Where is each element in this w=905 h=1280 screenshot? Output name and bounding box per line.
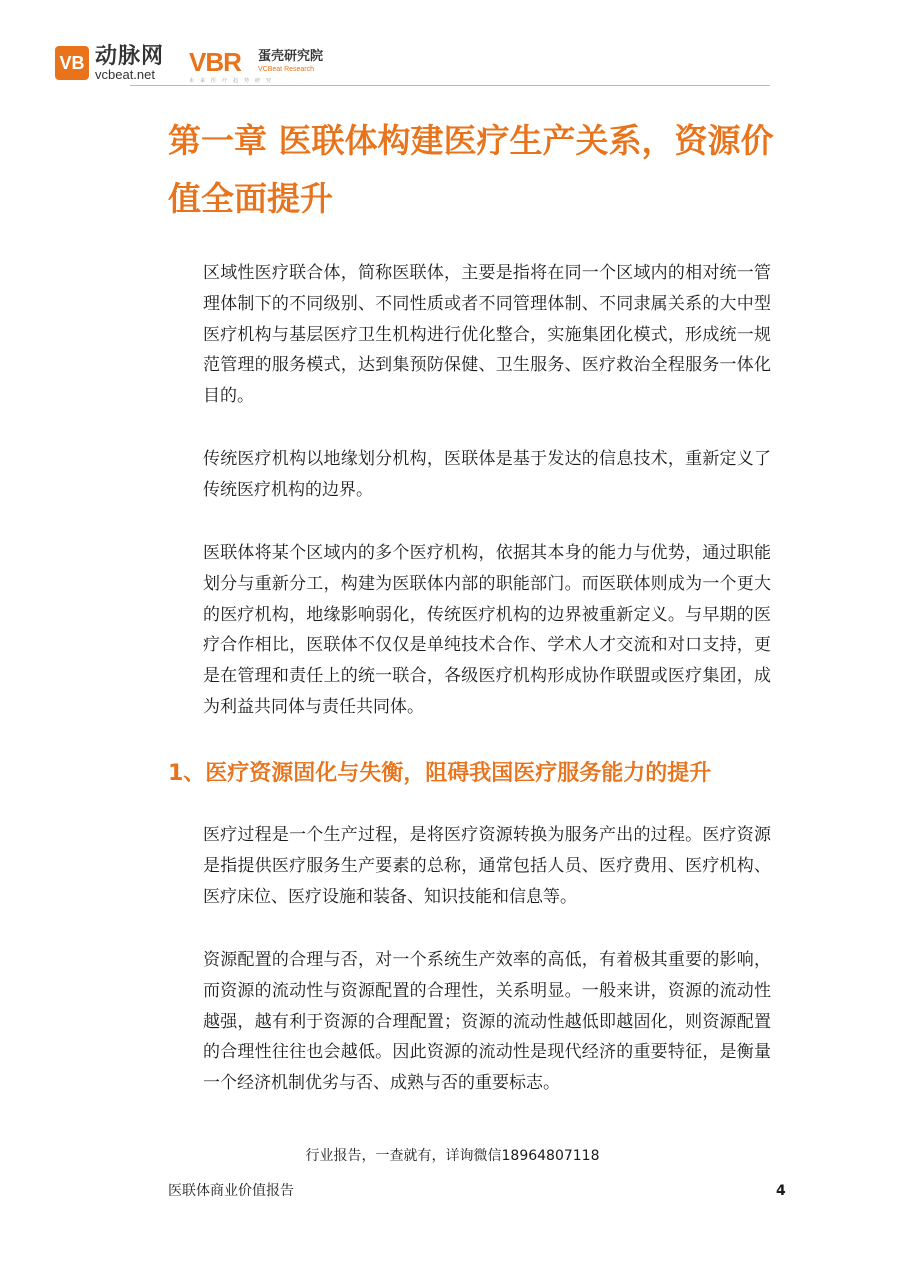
institute-name: 蛋壳研究院: [258, 49, 324, 64]
paragraph-3: 医联体将某个区域内的多个医疗机构，依据其本身的能力与优势，通过职能划分与重新分工，构建为医联体内部的职能部门。而医联体则成为一个更大的医疗机构，地缘影响弱化，传统医疗机构的边界被重新定义。与早期的医疗合作相比，医联体不仅仅是单纯技术合作、学术人才交流和对口支持，更是在管理和责任上的统一联合，各级医疗机构形成协作联盟或医疗集团，成为利益共同体与责任共同体。: [203, 543, 771, 717]
paragraph-1: 区域性医疗联合体，简称医联体，主要是指将在同一个区域内的相对统一管理体制下的不同级别、不同性质或者不同管理体制、不同隶属关系的大中型医疗机构与基层医疗卫生机构进行优化整合，实施集团化模式，形成统一规范管理的服务模式，达到集预防保健、卫生服务、医疗救治全程服务一体化目的。: [203, 263, 771, 407]
chapter-title: 第一章 医联体构建医疗生产关系，资源价值全面提升: [168, 121, 774, 218]
vcbeat-logo-mark: VB: [55, 46, 89, 80]
page-number: 4: [776, 1183, 786, 1199]
institute-name-en: VCBeat Research: [258, 66, 315, 73]
logo-tagline: 未来医疗趋势研究: [189, 78, 278, 84]
vcbeat-logo-text: 动脉网: [95, 44, 165, 69]
section-paragraph-2: 资源配置的合理与否，对一个系统生产效率的高低，有着极其重要的影响，而资源的流动性与资源配置的合理性，关系明显。一般来讲，资源的流动性越强，越有利于资源的合理配置；资源的流动性越低即越固化，则资源配置的合理性往往也会越低。因此资源的流动性是现代经济的重要特征，是衡量一个经济机制优劣与否、成熟与否的重要标志。: [203, 950, 771, 1094]
header-divider: [130, 85, 770, 86]
vbr-logo-mark: VBR: [189, 47, 241, 77]
footer-report-title: 医联体商业价值报告: [168, 1183, 294, 1199]
section-paragraph-1: 医疗过程是一个生产过程，是将医疗资源转换为服务产出的过程。医疗资源是指提供医疗服务生产要素的总称，通常包括人员、医疗费用、医疗机构、医疗床位、医疗设施和装备、知识技能和信息等。: [203, 825, 771, 907]
vcbeat-url: vcbeat.net: [95, 67, 155, 82]
paragraph-2: 传统医疗机构以地缘划分机构，医联体是基于发达的信息技术，重新定义了传统医疗机构的边界。: [203, 449, 771, 500]
footer-contact-note: 行业报告，一查就有，详询微信18964807118: [305, 1148, 600, 1164]
section-title: 1、医疗资源固化与失衡，阻碍我国医疗服务能力的提升: [168, 761, 712, 786]
page-header: [55, 46, 770, 86]
